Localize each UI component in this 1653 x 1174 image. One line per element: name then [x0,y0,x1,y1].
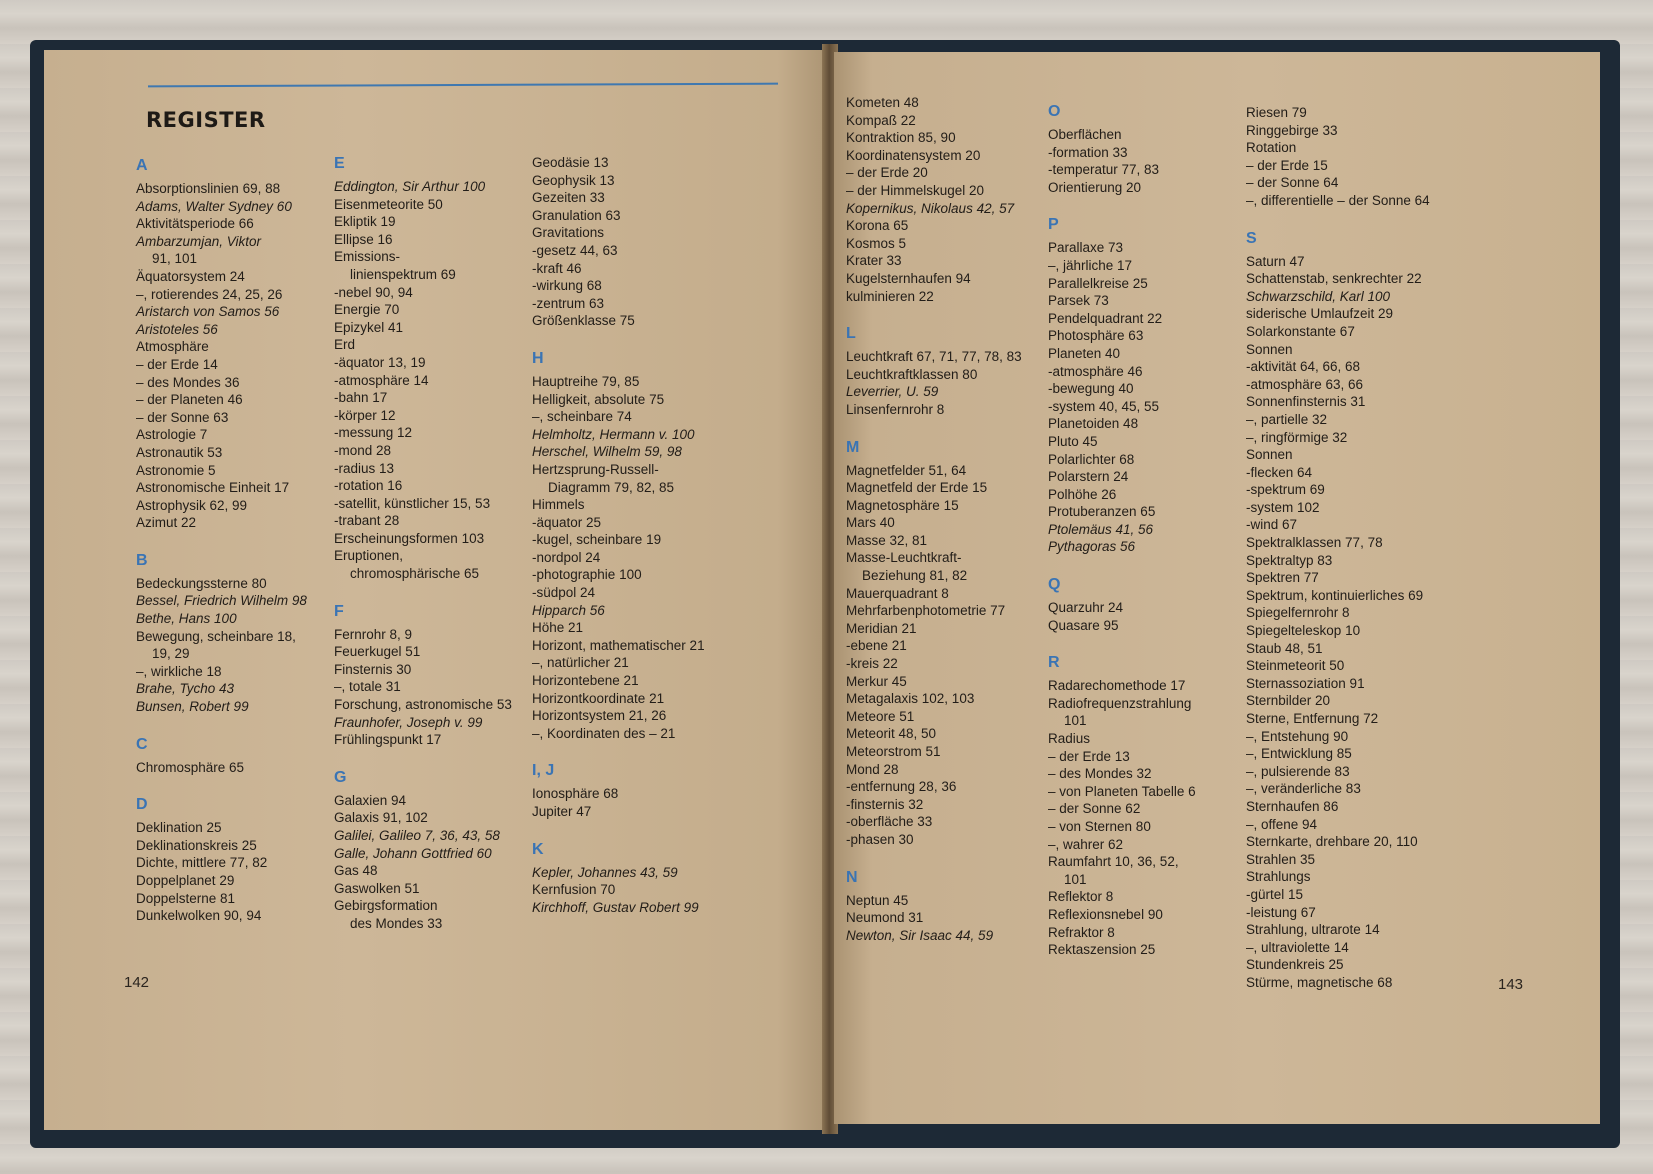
index-entry: –, scheinbare 74 [532,409,632,425]
index-entry: Polarlichter 68 [1048,451,1135,467]
index-entry: Radiofrequenzstrahlung [1048,695,1192,711]
index-entry: –, jährliche 17 [1048,257,1133,273]
index-entry: Kometen 48 [846,95,919,110]
index-entry: 91, 101 [152,251,198,267]
index-section [1048,653,1196,959]
index-entry: -bewegung 40 [1048,381,1134,397]
index-entry: -wind 67 [1246,517,1298,533]
section-letter: E [334,155,345,172]
index-entry: Bewegung, scheinbare 18, [136,628,296,644]
index-entry: Polarstern 24 [1048,469,1129,485]
index-entry: Kirchhoff, Gustav Robert 99 [532,899,699,915]
index-entry: Himmels [532,497,585,513]
index-entry: Planeten 40 [1048,345,1121,361]
index-entry: – der Sonne 64 [1246,175,1339,191]
index-entry: Äquatorsystem 24 [136,268,245,284]
index-entry: -mond 28 [334,442,392,458]
index-entry: Planetoiden 48 [1048,416,1139,432]
index-entry: Fernrohr 8, 9 [334,626,413,642]
index-entry: Sonnen [1246,341,1293,357]
index-entry: Finsternis 30 [334,661,412,677]
index-entry: Beziehung 81, 82 [862,568,968,584]
index-entry: -gesetz 44, 63 [532,242,618,258]
index-entry: Dunkelwolken 90, 94 [136,908,262,924]
index-entry: Staub 48, 51 [1246,640,1323,656]
index-entry: Refraktor 8 [1048,924,1115,940]
index-entry: chromosphärische 65 [350,566,480,582]
index-entry: Epizykel 41 [334,319,404,335]
index-entry: Korona 65 [846,218,909,234]
index-entry: Hauptreihe 79, 85 [532,373,640,389]
index-entry: Metagalaxis 102, 103 [846,691,975,707]
index-entry: Deklination 25 [136,820,222,836]
index-entry: Aristarch von Samos 56 [136,304,280,320]
index-entry: Sonnen [1246,447,1293,463]
index-entry: Radarechomethode 17 [1048,678,1186,694]
section-letter: P [1048,216,1059,234]
index-entry: Pythagoras 56 [1048,539,1136,555]
index-entry: – der Planeten 46 [136,392,243,408]
index-entry: Ptolemäus 41, 56 [1048,521,1154,537]
index-entry: Reflexionsnebel 90 [1048,906,1163,922]
index-entry: -aktivität 64, 66, 68 [1246,359,1361,375]
index-entry: -trabant 28 [334,513,400,529]
index-entry: Deklinationskreis 25 [136,837,257,853]
index-entry: Leuchtkraftklassen 80 [846,366,978,382]
section-letter: H [532,349,544,367]
index-entry: -bahn 17 [334,390,388,406]
index-entry: Steinmeteorit 50 [1246,658,1345,674]
index-entry: Astrologie 7 [136,427,208,443]
index-entry: -äquator 25 [532,514,602,530]
page-number: 143 [1498,976,1524,993]
index-entry: Energie 70 [334,302,400,318]
index-entry: –, pulsierende 83 [1246,763,1350,779]
index-entry: Quasare 95 [1048,617,1119,633]
index-entry: Newton, Sir Isaac 44, 59 [846,927,994,943]
index-entry: Bunsen, Robert 99 [136,699,249,715]
index-entry: -system 40, 45, 55 [1048,398,1160,414]
index-entry: Mars 40 [846,515,895,531]
index-entry: – des Mondes 32 [1048,766,1152,782]
index-entry: -nordpol 24 [532,549,601,565]
index-entry: Stürme, magnetische 68 [1246,974,1393,990]
index-entry: –, offene 94 [1246,816,1318,832]
index-entry: – von Sternen 80 [1048,819,1151,834]
index-entry: Gravitations [532,225,605,241]
index-section [136,156,307,532]
index-entry: Gezeiten 33 [532,190,605,206]
index-entry: Geophysik 13 [532,172,615,188]
index-entry: Chromosphäre 65 [136,759,245,775]
index-entry: Helmholtz, Hermann v. 100 [532,426,695,442]
index-entry: -phasen 30 [846,831,914,847]
index-entry: Merkur 45 [846,673,907,689]
index-entry: –, ringförmige 32 [1246,429,1348,445]
index-entry: Saturn 47 [1246,253,1305,269]
index-entry: Kugelsternhaufen 94 [846,270,971,286]
index-entry: -formation 33 [1048,144,1128,160]
index-entry: -nebel 90, 94 [334,284,413,300]
index-entry: Galle, Johann Gottfried 60 [334,845,492,861]
index-section [846,438,1022,849]
index-entry: – der Erde 13 [1048,748,1130,764]
index-entry: Eisenmeteorite 50 [334,196,443,212]
index-entry: –, Entwicklung 85 [1246,746,1352,762]
index-entry: –, veränderliche 83 [1246,781,1361,797]
index-section [846,324,1022,418]
index-entry: – der Erde 20 [846,165,928,181]
index-entry: Galaxien 94 [334,792,407,808]
index-entry: Kepler, Johannes 43, 59 [532,864,678,880]
index-entry: -äquator 13, 19 [334,354,426,370]
index-entry: Strahlung, ultrarote 14 [1246,922,1380,938]
index-entry: -system 102 [1246,499,1320,515]
index-entry: Rektaszension 25 [1048,942,1156,958]
index-entry: Ringgebirge 33 [1246,122,1338,138]
index-entry: Granulation 63 [532,207,621,223]
index-entry: Kopernikus, Nikolaus 42, 57 [846,200,1015,216]
index-entry: Kernfusion 70 [532,882,616,898]
index-entry: Photosphäre 63 [1048,328,1144,344]
index-entry: Sternbilder 20 [1246,693,1331,709]
index-entry: Höhe 21 [532,620,584,636]
index-entry: Pluto 45 [1048,433,1098,449]
index-entry: Ambarzumjan, Viktor [136,233,262,249]
left-page [44,50,824,1130]
index-entry: Geodäsie 13 [532,155,609,170]
index-column [532,154,705,935]
index-entry: Erd [334,337,356,353]
index-section [532,761,705,820]
section-letter: Q [1048,576,1061,594]
index-entry: Horizont, mathematischer 21 [532,637,705,653]
section-letter: G [334,768,347,786]
index-entry: –, Koordinaten des – 21 [532,725,676,741]
index-entry: Kompaß 22 [846,112,916,128]
index-section [846,868,1022,945]
index-entry: Neptun 45 [846,892,909,908]
index-entry: -atmosphäre 14 [334,372,429,388]
index-section [532,154,705,330]
index-entry: –, Entstehung 90 [1246,728,1349,744]
index-entry: Mehrfarbenphotometrie 77 [846,603,1006,619]
index-entry: Parallaxe 73 [1048,240,1124,256]
index-entry: -kugel, scheinbare 19 [532,532,662,548]
index-entry: linienspektrum 69 [350,266,456,282]
index-entry: Horizontebene 21 [532,673,639,689]
index-entry: Spektrum, kontinuierliches 69 [1246,587,1424,603]
index-entry: Erscheinungsformen 103 [334,530,485,546]
index-entry: Parallelkreise 25 [1048,275,1148,291]
index-entry: Eddington, Sir Arthur 100 [334,179,486,194]
index-entry: Astronautik 53 [136,444,223,460]
index-entry: Astrophysik 62, 99 [136,497,248,513]
index-entry: Aktivitätsperiode 66 [136,216,254,232]
index-entry: Reflektor 8 [1048,889,1114,905]
index-entry: Kosmos 5 [846,235,907,251]
index-entry: Emissions- [334,249,401,265]
index-entry: – der Himmelskugel 20 [846,182,985,198]
index-entry: Protuberanzen 65 [1048,504,1156,520]
index-entry: Doppelplanet 29 [136,873,235,888]
index-entry: Galaxis 91, 102 [334,810,428,826]
register-title: REGISTER [146,108,266,132]
index-entry: –, totale 31 [334,679,401,695]
index-entry: Linsenfernrohr 8 [846,401,945,417]
index-entry: Atmosphäre [136,339,209,355]
index-entry: -temperatur 77, 83 [1048,162,1160,178]
index-entry: Hertzsprung-Russell- [532,461,659,477]
index-entry: 101 [1064,713,1087,729]
index-section [334,602,512,749]
index-entry: – der Sonne 63 [136,409,229,425]
index-section [136,551,307,716]
index-entry: Gebirgsformation [334,898,438,914]
index-entry: Hipparch 56 [532,602,605,618]
index-entry: -satellit, künstlicher 15, 53 [334,495,491,511]
index-entry: – von Planeten Tabelle 6 [1048,783,1196,799]
index-entry: Sternassoziation 91 [1246,675,1365,691]
section-letter: L [846,325,856,343]
section-letter: B [136,551,148,569]
index-column [1048,102,1196,978]
index-entry: Rotation [1246,140,1297,156]
index-section [1246,229,1430,992]
index-entry: Eruptionen, [334,548,404,564]
index-entry: Strahlungs [1246,869,1311,885]
index-entry: Polhöhe 26 [1048,486,1117,502]
index-entry: Aristoteles 56 [136,321,218,337]
index-section [1048,102,1196,196]
index-entry: –, wahrer 62 [1048,836,1124,852]
index-entry: Diagramm 79, 82, 85 [548,479,675,495]
index-entry: Radius [1048,731,1091,747]
index-section [846,94,1022,305]
index-entry: Mond 28 [846,761,899,777]
section-letter: C [136,735,148,753]
index-entry: Meridian 21 [846,620,917,636]
index-entry: Bedeckungssterne 80 [136,575,267,591]
index-column [136,156,307,944]
index-column [1246,104,1430,1011]
index-entry: Solarkonstante 67 [1246,323,1355,339]
index-entry: –, wirkliche 18 [136,663,222,679]
index-entry: -körper 12 [334,407,396,423]
index-entry: Forschung, astronomische 53 [334,697,512,713]
index-entry: -zentrum 63 [532,295,605,311]
index-entry: -spektrum 69 [1246,482,1325,498]
index-entry: Spektralklassen 77, 78 [1246,535,1383,551]
index-entry: Horizontkoordinate 21 [532,690,665,706]
index-entry: Leuchtkraft 67, 71, 77, 78, 83 [846,349,1022,365]
index-entry: Dichte, mittlere 77, 82 [136,855,268,871]
index-entry: Pendelquadrant 22 [1048,310,1163,326]
section-letter: O [1048,103,1061,120]
section-letter: K [532,840,544,858]
index-entry: –, rotierendes 24, 25, 26 [136,286,283,302]
right-page [834,52,1600,1124]
index-entry: -flecken 64 [1246,464,1313,480]
index-entry: Kontraktion 85, 90 [846,130,956,146]
index-entry: Spiegelfernrohr 8 [1246,605,1350,621]
index-section [1246,104,1430,210]
index-entry: -kreis 22 [846,656,898,672]
index-entry: Ellipse 16 [334,231,393,247]
index-entry: Magnetfeld der Erde 15 [846,480,988,496]
index-entry: Riesen 79 [1246,105,1307,120]
index-entry: Bessel, Friedrich Wilhelm 98 [136,593,307,609]
index-entry: Gas 48 [334,863,378,879]
index-entry: -photographie 100 [532,567,642,583]
index-entry: Adams, Walter Sydney 60 [136,198,292,214]
index-entry: – der Sonne 62 [1048,801,1141,817]
index-entry: -atmosphäre 46 [1048,363,1143,379]
index-section [532,349,705,742]
index-entry: Spektren 77 [1246,570,1319,586]
index-entry: -südpol 24 [532,585,596,601]
index-entry: -ebene 21 [846,638,907,654]
index-entry: siderische Umlaufzeit 29 [1246,306,1394,322]
index-entry: Größenklasse 75 [532,313,635,329]
index-entry: – des Mondes 36 [136,374,240,390]
index-entry: -finsternis 32 [846,796,924,812]
index-entry: Fraunhofer, Joseph v. 99 [334,714,483,730]
index-entry: –, partielle 32 [1246,411,1328,427]
index-entry: Koordinatensystem 20 [846,147,981,163]
index-entry: Neumond 31 [846,910,924,926]
index-entry: Herschel, Wilhelm 59, 98 [532,444,682,460]
index-entry: Astronomische Einheit 17 [136,480,290,496]
index-entry: Spiegelteleskop 10 [1246,623,1361,639]
index-entry: Strahlen 35 [1246,851,1316,867]
section-letter: A [136,157,148,174]
index-entry: Feuerkugel 51 [334,644,421,660]
section-letter: N [846,868,858,886]
index-entry: Masse 32, 81 [846,532,928,548]
index-entry: Ekliptik 19 [334,214,396,230]
index-entry: Stundenkreis 25 [1246,957,1344,973]
index-entry: Galilei, Galileo 7, 36, 43, 58 [334,828,500,843]
index-entry: Schattenstab, senkrechter 22 [1246,271,1422,287]
index-section [1048,215,1196,556]
index-entry: Meteorstrom 51 [846,744,941,759]
index-entry: Spektraltyp 83 [1246,552,1333,568]
index-entry: –, differentielle – der Sonne 64 [1246,192,1430,208]
index-section [136,735,307,777]
index-entry: kulminieren 22 [846,288,934,304]
index-entry: Gaswolken 51 [334,880,420,896]
index-entry: 19, 29 [152,646,190,662]
index-entry: des Mondes 33 [350,915,443,931]
index-entry: Helligkeit, absolute 75 [532,391,665,407]
index-entry: Azimut 22 [136,515,197,531]
index-entry: Leverrier, U. 59 [846,384,939,400]
page-number: 142 [124,974,150,991]
index-entry: -messung 12 [334,425,413,441]
index-column [846,94,1022,963]
index-entry: – der Erde 15 [1246,157,1328,173]
index-entry: Quarzuhr 24 [1048,600,1124,616]
section-letter: D [136,796,148,814]
index-entry: -radius 13 [334,460,395,476]
index-entry: -oberfläche 33 [846,814,933,830]
index-entry: -gürtel 15 [1246,886,1304,902]
index-entry: – der Erde 14 [136,356,218,372]
index-entry: -kraft 46 [532,260,582,276]
index-section [136,795,307,925]
index-entry: Meteore 51 [846,708,915,724]
index-entry: Parsek 73 [1048,293,1109,309]
index-entry: Sterne, Entfernung 72 [1246,711,1379,726]
index-entry: Schwarzschild, Karl 100 [1246,288,1391,304]
index-entry: Krater 33 [846,253,902,269]
index-column [334,154,512,952]
index-entry: –, natürlicher 21 [532,655,629,671]
section-letter: F [334,602,344,620]
index-entry: Oberflächen [1048,127,1122,142]
index-entry: Magnetosphäre 15 [846,497,959,513]
index-section [334,154,512,583]
index-entry: Orientierung 20 [1048,179,1142,195]
section-letter: M [846,438,860,456]
title-rule [148,83,778,88]
index-section [1048,575,1196,634]
index-entry: Sternkarte, drehbare 20, 110 [1246,834,1418,850]
index-entry: Ionosphäre 68 [532,786,619,802]
index-entry: Masse-Leuchtkraft- [846,550,962,566]
index-entry: Absorptionslinien 69, 88 [136,181,281,196]
index-entry: Bethe, Hans 100 [136,611,237,627]
index-entry: Astronomie 5 [136,462,216,478]
index-entry: Brahe, Tycho 43 [136,681,235,697]
index-section [532,840,705,917]
index-entry: Meteorit 48, 50 [846,726,937,742]
index-entry: –, ultraviolette 14 [1246,939,1349,955]
section-letter: I, J [532,762,555,780]
index-entry: Sonnenfinsternis 31 [1246,394,1366,410]
index-entry: -leistung 67 [1246,904,1316,920]
index-entry: Doppelsterne 81 [136,890,236,906]
index-entry: Raumfahrt 10, 36, 52, [1048,854,1179,870]
index-entry: Sternhaufen 86 [1246,798,1339,814]
index-entry: -entfernung 28, 36 [846,779,957,795]
index-entry: Jupiter 47 [532,804,592,819]
section-letter: S [1246,229,1257,247]
index-entry: 101 [1064,871,1087,887]
index-entry: Mauerquadrant 8 [846,585,949,601]
index-entry: Frühlingspunkt 17 [334,732,442,748]
section-letter: R [1048,654,1060,672]
index-entry: -wirkung 68 [532,278,602,294]
index-entry: Horizontsystem 21, 26 [532,708,667,724]
index-entry: -rotation 16 [334,478,403,494]
index-entry: -atmosphäre 63, 66 [1246,376,1364,392]
index-entry: Magnetfelder 51, 64 [846,462,967,478]
index-section [334,768,512,933]
